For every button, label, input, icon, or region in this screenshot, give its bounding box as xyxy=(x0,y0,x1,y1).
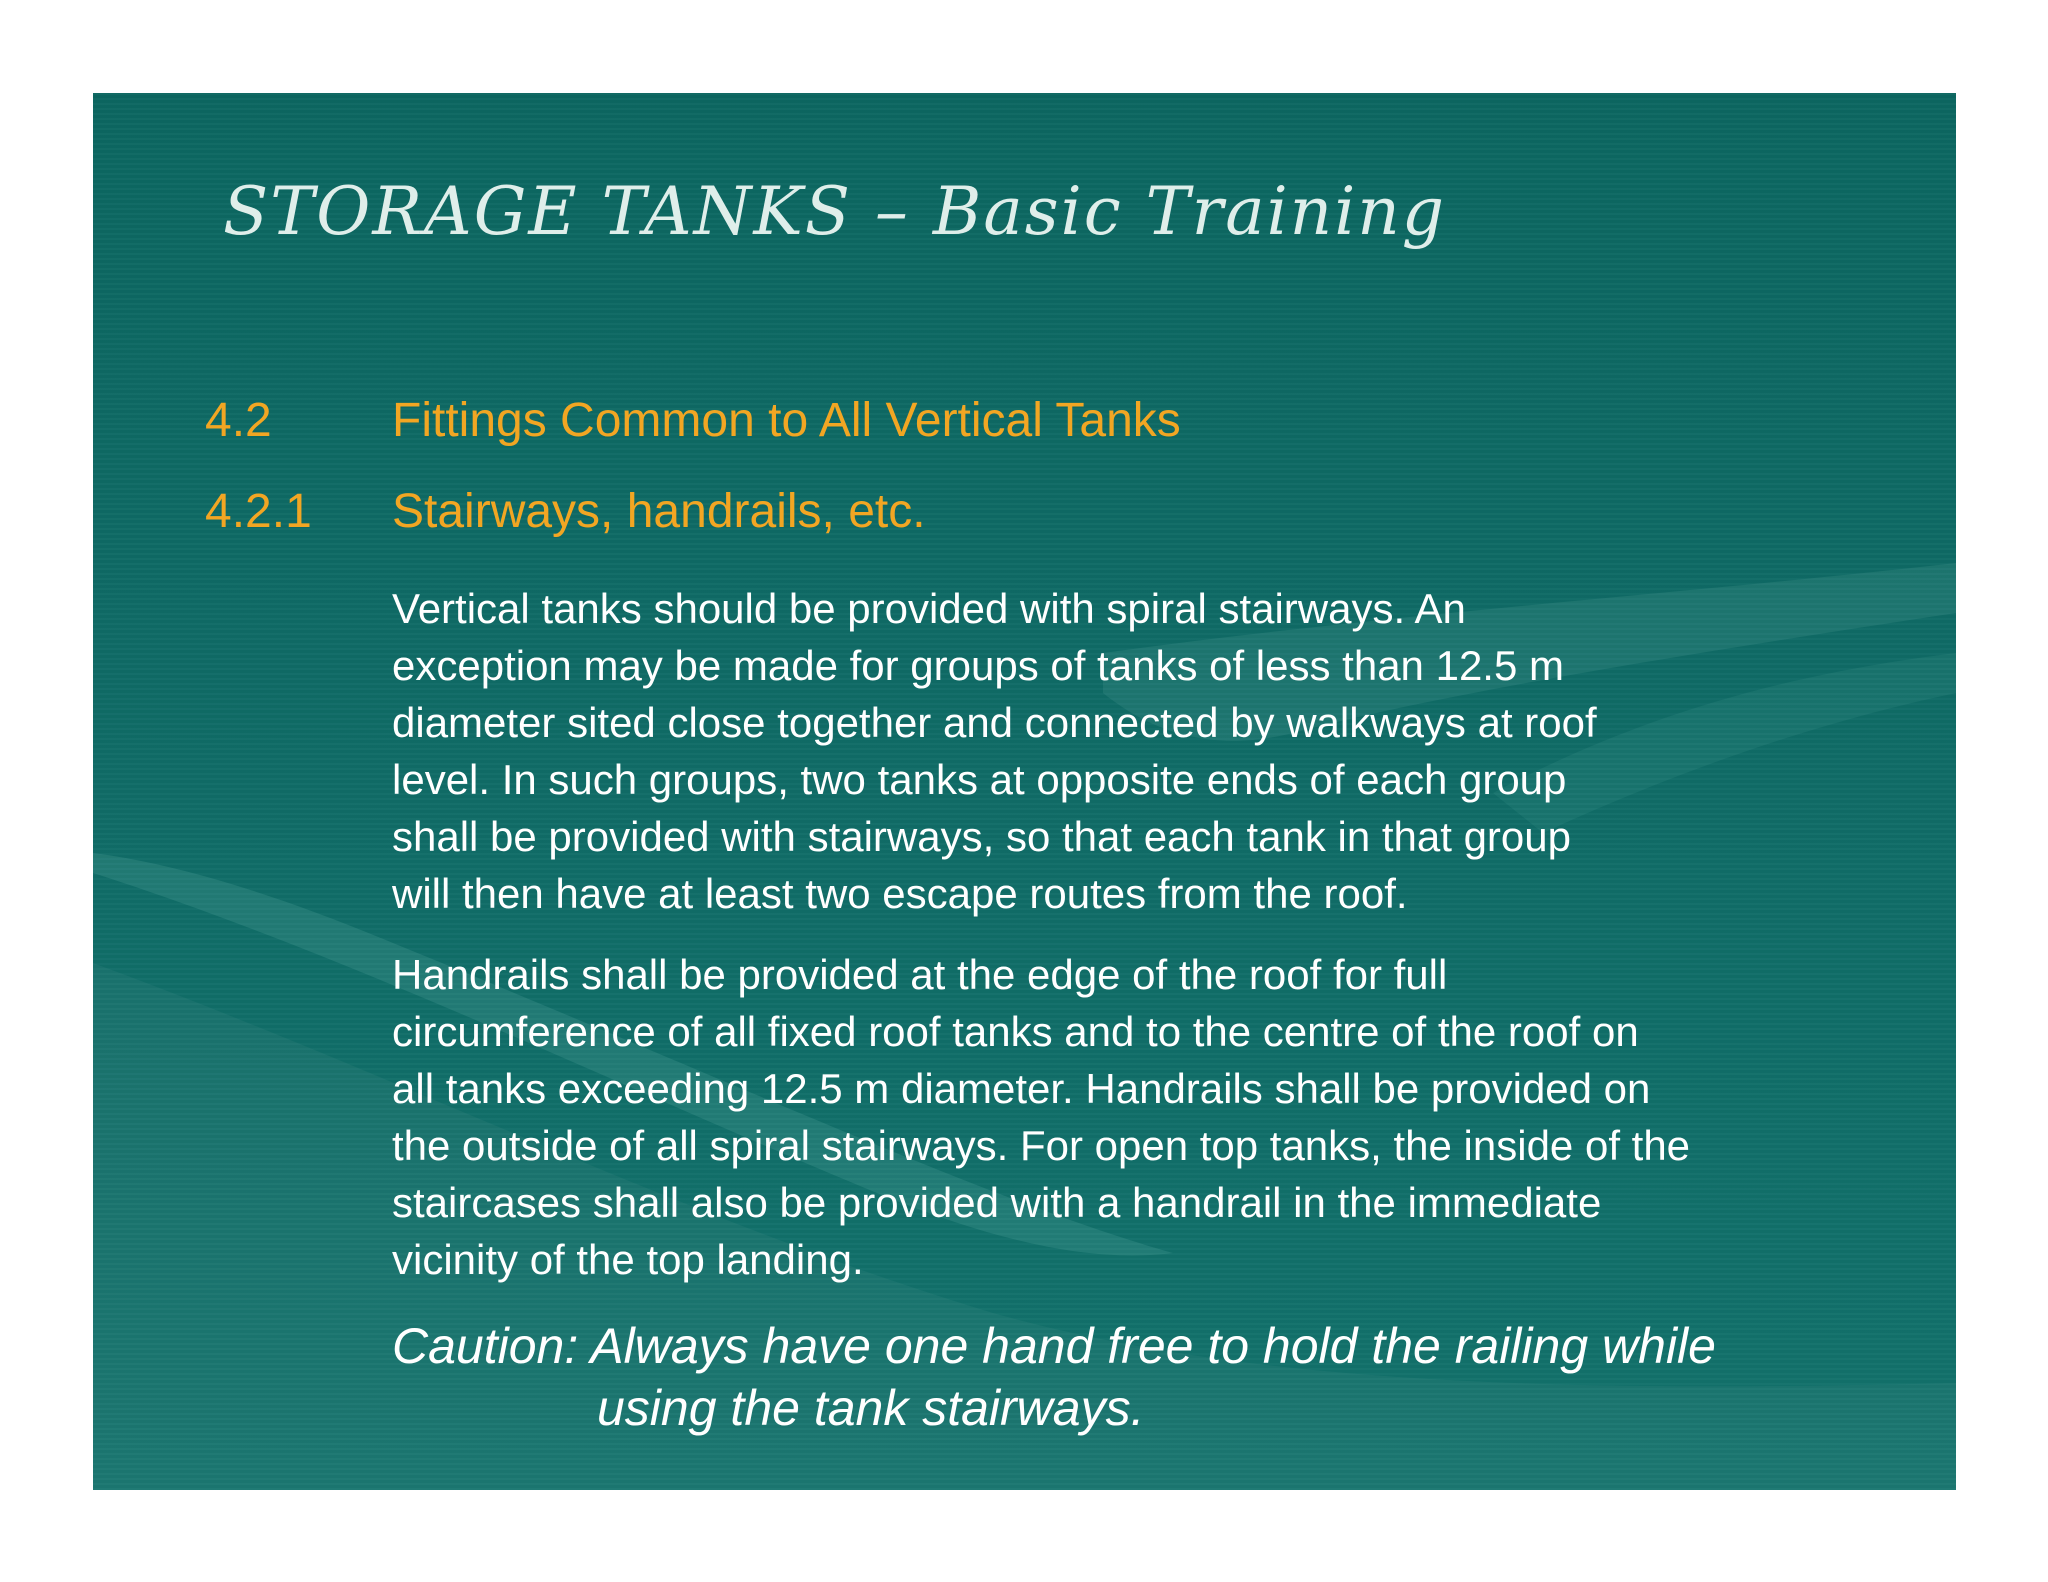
caution-line-2: using the tank stairways. xyxy=(597,1380,1145,1436)
paragraph-line: level. In such groups, two tanks at opposite ends of each group xyxy=(392,756,1567,803)
paragraph-line: shall be provided with stairways, so that each tank in that group xyxy=(392,813,1571,860)
slide-title: STORAGE TANKS – Basic Training xyxy=(223,173,1447,250)
caution-note xyxy=(392,1315,1716,1439)
paragraph-line: the outside of all spiral stairways. For open top tanks, the inside of the xyxy=(392,1122,1691,1169)
paragraph-line: Vertical tanks should be provided with spiral stairways. An xyxy=(392,585,1466,632)
paragraph-line: all tanks exceeding 12.5 m diameter. Handrails shall be provided on xyxy=(392,1065,1651,1112)
paragraph-line: exception may be made for groups of tanks of less than 12.5 m xyxy=(392,642,1564,689)
caution-line-1: Caution: Always have one hand free to hold the railing while xyxy=(392,1318,1716,1374)
handrails-paragraph xyxy=(392,946,1862,1288)
slide xyxy=(93,93,1956,1490)
section-heading: Fittings Common to All Vertical Tanks xyxy=(392,394,1181,447)
stairways-paragraph xyxy=(392,580,1862,922)
paragraph-line: will then have at least two escape routes from the roof. xyxy=(392,870,1408,917)
subsection-number: 4.2.1 xyxy=(205,485,312,538)
paragraph-line: diameter sited close together and connected by walkways at roof xyxy=(392,699,1597,746)
paragraph-line: Handrails shall be provided at the edge of the roof for full xyxy=(392,951,1448,998)
section-number: 4.2 xyxy=(205,394,272,447)
subsection-heading: Stairways, handrails, etc. xyxy=(392,485,926,538)
paragraph-line: staircases shall also be provided with a handrail in the immediate xyxy=(392,1179,1602,1226)
paragraph-line: vicinity of the top landing. xyxy=(392,1236,864,1283)
paragraph-line: circumference of all fixed roof tanks and to the centre of the roof on xyxy=(392,1008,1639,1055)
